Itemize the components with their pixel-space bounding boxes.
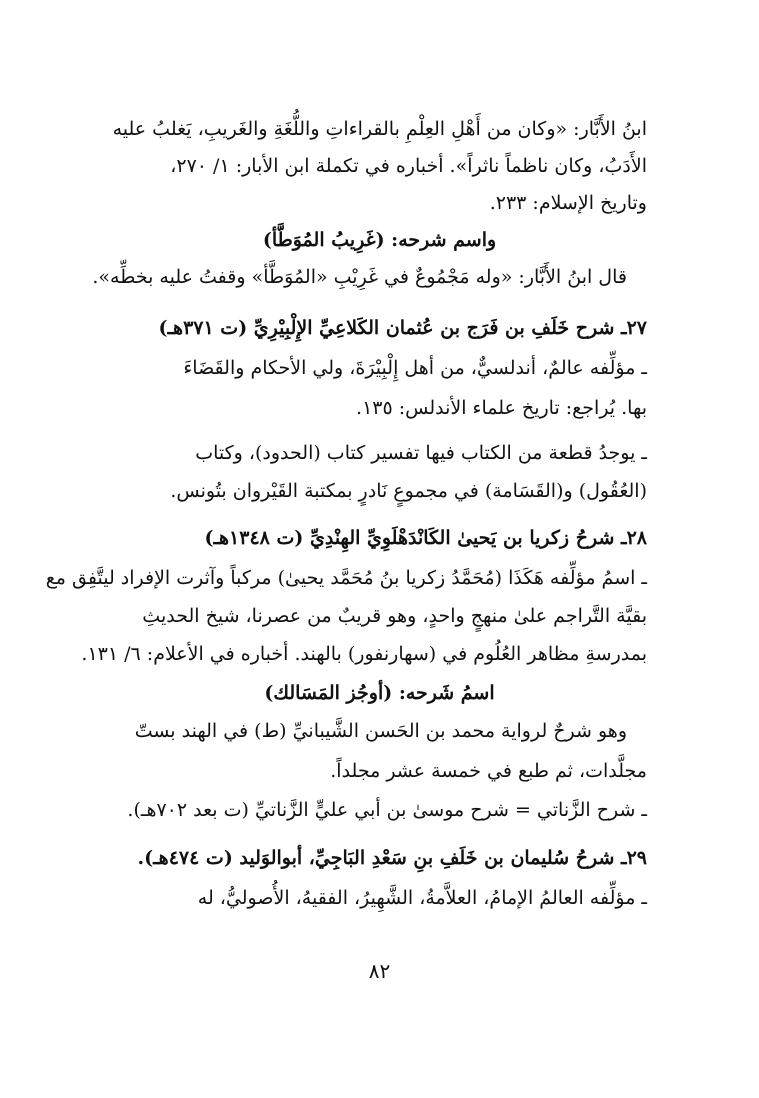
text-line-7: ـ مؤلِّفه عالمٌ، أندلسيٌّ، من أهل إِلْبِيْرَةَ، ولي الأحكام والقَضَاءَ bbox=[183, 357, 647, 379]
text-line-17: مجلَّدات، ثم طبع في خمسة عشر مجلداً. bbox=[330, 760, 647, 782]
text-line-5: قال ابنُ الأَبَّار: «وله مَجْمُوعٌ في غَرِيْبِ «المُوَطَّأ» وقفتُ عليه بخطِّه». bbox=[92, 266, 627, 288]
commentary-title-line: واسم شرحه: (غَرِيبُ المُوَطَّأ) bbox=[262, 229, 497, 251]
text-line-16: وهو شرحٌ لرواية محمد بن الحَسن الشَّيبانيِّ (ط) في الهند بستّ bbox=[134, 720, 627, 742]
text-line-2: الأَدَبُ، وكان ناظماً ناثراً». أخباره في تكملة ابن الأبار: ١/ ٢٧٠، bbox=[170, 155, 647, 177]
entry-heading-28: ٢٨ـ شرحُ زكريا بن يَحيىٰ الكَانْدَهْلَوِيِّ الهِنْدِيِّ (ت ١٣٤٨هـ) bbox=[204, 527, 647, 549]
text-line-8: بها. يُراجع: تاريخ علماء الأندلس: ١٣٥. bbox=[356, 397, 647, 419]
page-number: ٨٢ bbox=[368, 959, 391, 983]
text-line-20: ـ مؤلِّفه العالمُ الإمامُ، العلاَّمةُ، الشَّهِيرُ، الفقيهُ، الأُصوليُّ، له bbox=[197, 887, 647, 909]
commentary-title-line-2: اسمُ شَرحه: (أوجُز المَسَالك) bbox=[264, 682, 495, 704]
entry-heading-29: ٢٩ـ شرحُ سُليمان بن خَلَفِ بنِ سَعْدِ البَاجِيِّ، أبوالوَليد (ت ٤٧٤هـ). bbox=[137, 847, 647, 869]
text-line-14: بمدرسةِ مظاهر العُلُوم في (سهارنفور) بالهند. أخباره في الأعلام: ٦/ ١٣١. bbox=[81, 643, 647, 665]
text-line-3: وتاريخ الإسلام: ٢٣٣. bbox=[489, 192, 647, 214]
text-line-13: بقيَّة التَّراجم علىٰ منهجٍ واحدٍ، وهو قريبٌ من عصرنا، شيخ الحديثِ bbox=[142, 605, 647, 627]
text-line-12: ـ اسمُ مؤلِّفه هَكَذَا (مُحَمَّدُ زكريا بنُ مُحَمَّد يحيىٰ) مركباً وآثرت الإفراد ليتَّفِق مع bbox=[45, 567, 647, 589]
text-line-18: ـ شرح الزَّناتي = شرح موسىٰ بن أبي عليٍّ الزَّناتيِّ (ت بعد ٧٠٢هـ). bbox=[127, 799, 647, 821]
entry-heading-27: ٢٧ـ شرح خَلَفِ بن فَرَج بن عُثمان الكَلاعِيِّ الإِلْبِيْرِيِّ (ت ٣٧١هـ) bbox=[158, 317, 647, 339]
text-line-1: ابنُ الأَبَّار: «وكان من أَهْلِ العِلْمِ بالقراءاتِ واللُّغَةِ والغَريبِ، يَغلبُ عليه bbox=[112, 118, 647, 140]
text-line-10: (العُقُول) و(القَسَامة) في مجموعٍ نَادرٍ بمكتبة القَيْروان بتُونس. bbox=[170, 480, 647, 502]
text-line-9: ـ يوجدُ قطعة من الكتاب فيها تفسير كتاب (الحدود)، وكتاب bbox=[195, 442, 647, 464]
